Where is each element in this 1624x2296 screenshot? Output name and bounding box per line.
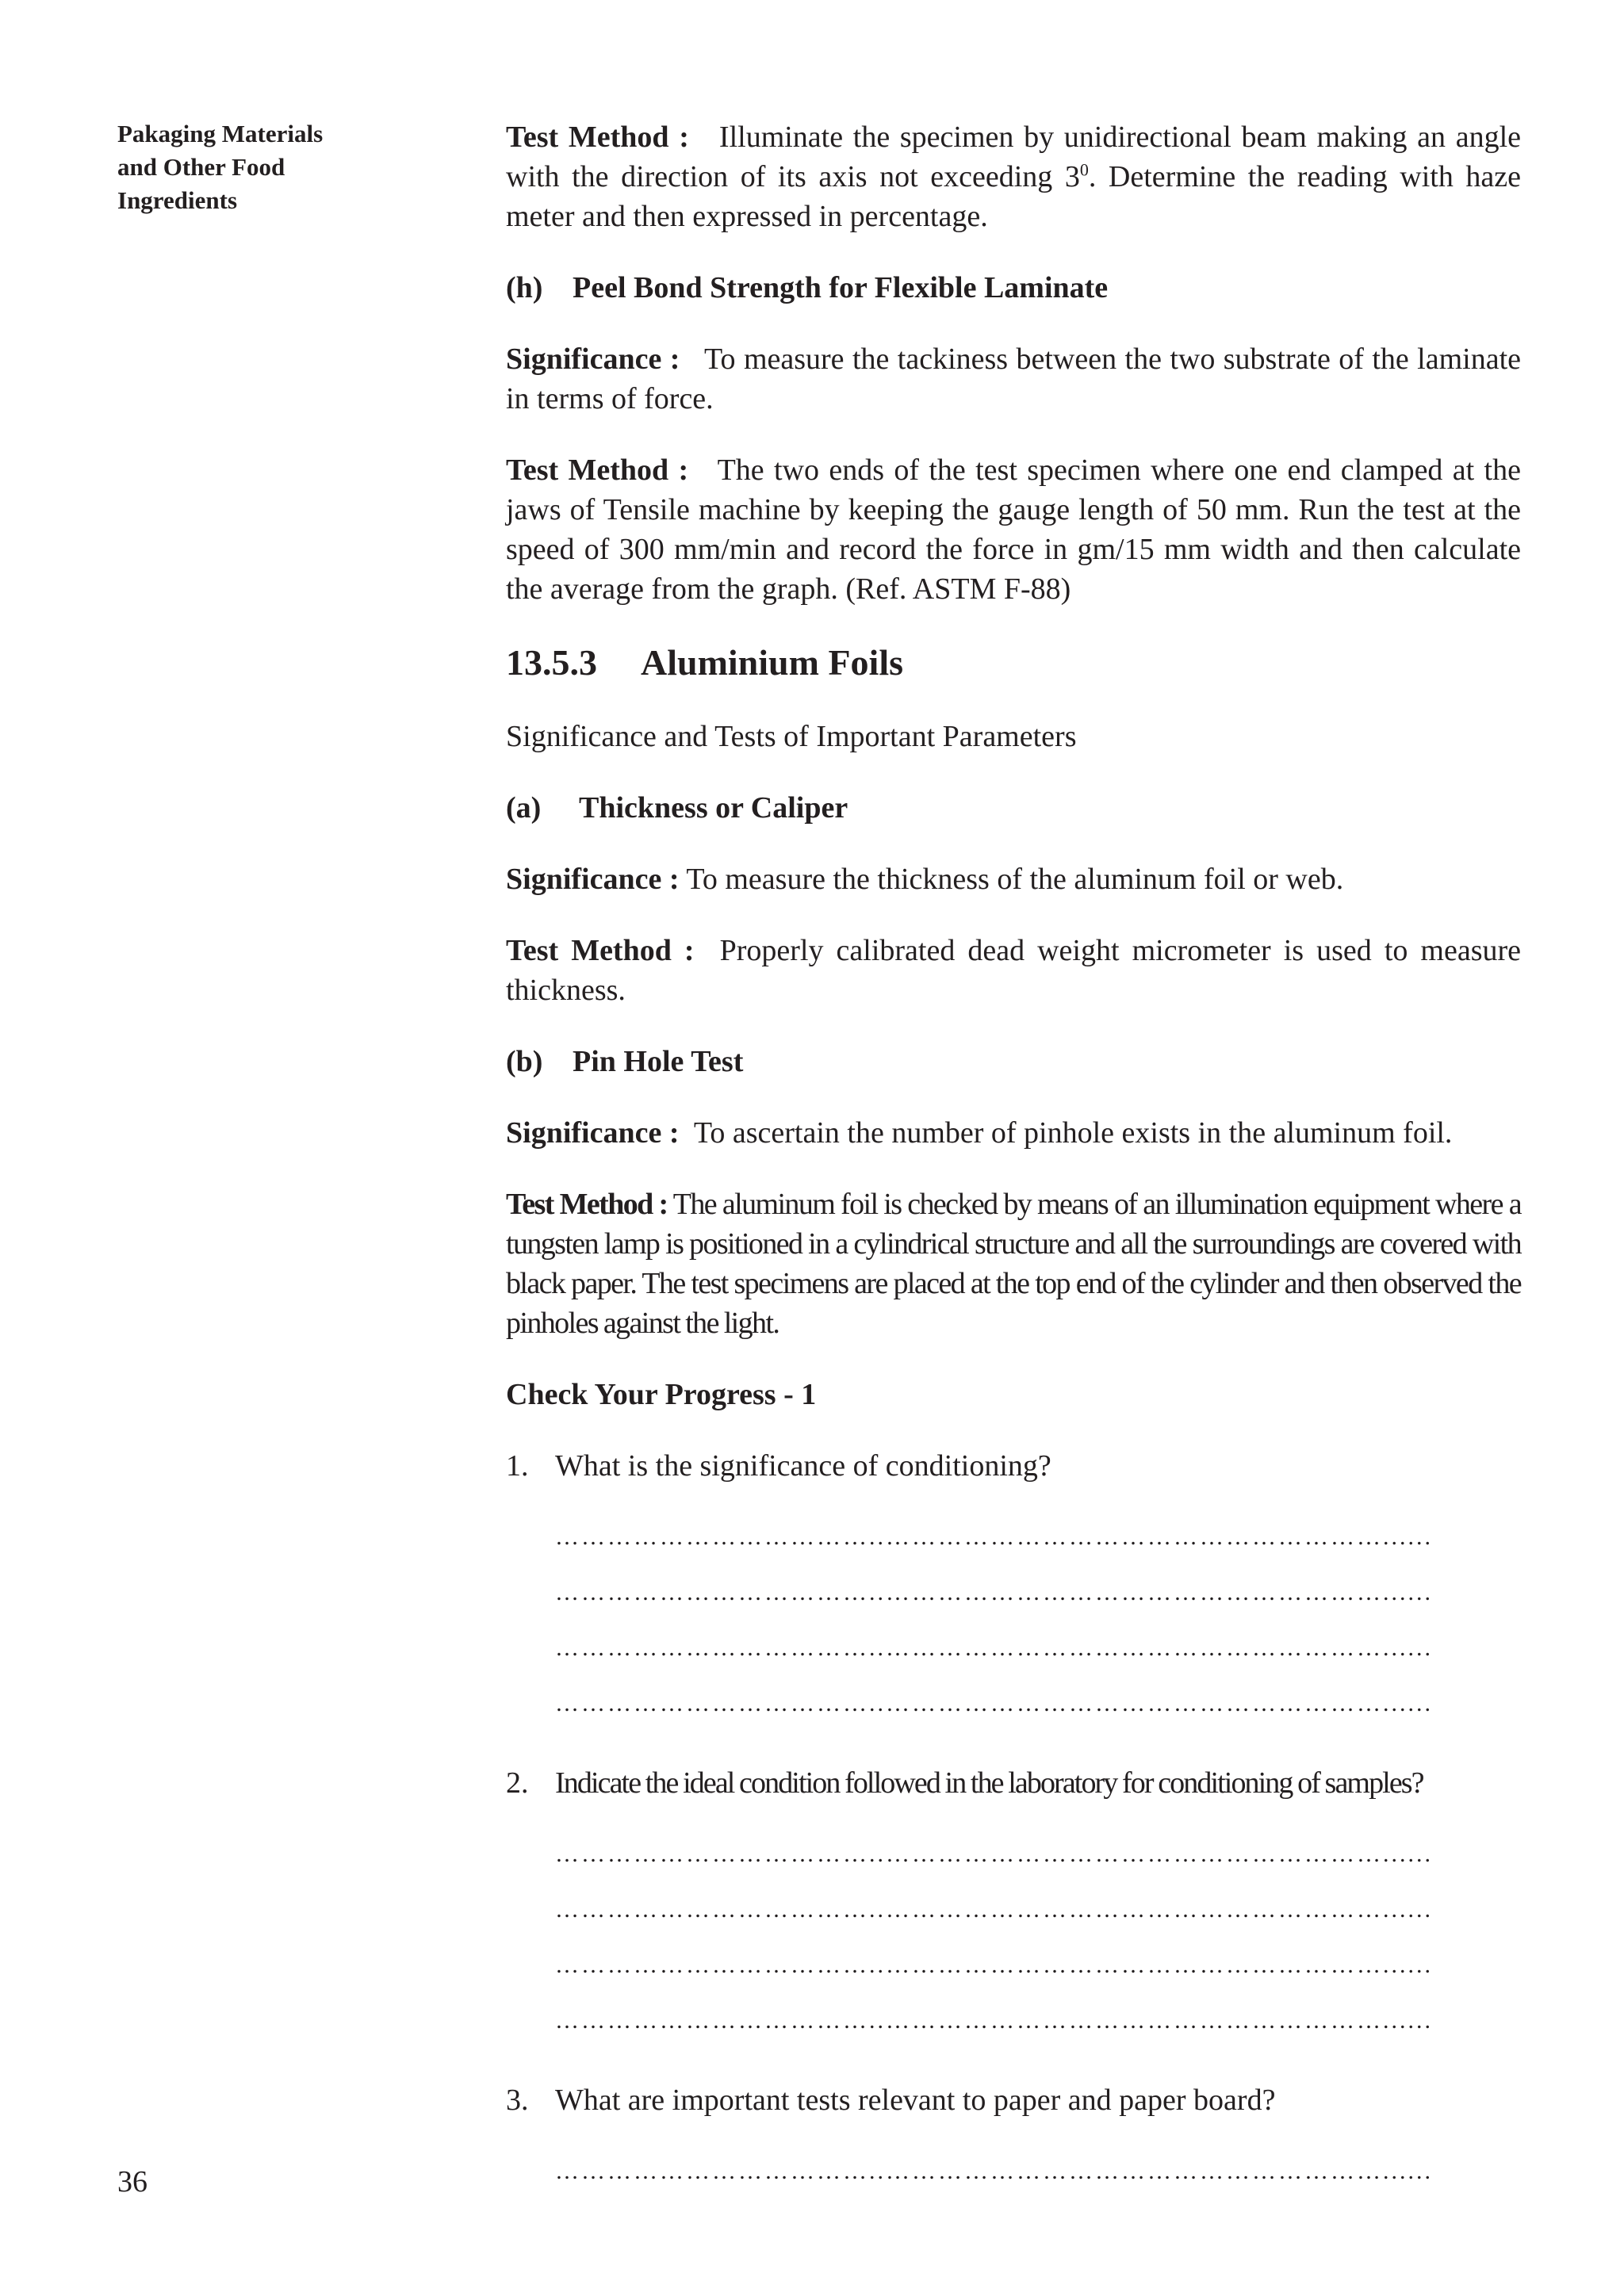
question-item xyxy=(506,1446,1521,1486)
question-item xyxy=(506,1763,1521,1803)
subheading-thickness xyxy=(506,788,1521,828)
answer-line[interactable]: ………………………………..…………………………………………………...... xyxy=(555,2158,1433,2184)
answer-line[interactable]: ………………………………..…………………………………………………...... xyxy=(555,1579,1433,1605)
question-number: 3. xyxy=(506,2084,529,2117)
paragraph-test-method-haze xyxy=(506,117,1521,236)
paragraph-test-method-peel xyxy=(506,450,1521,609)
question-text: What are important tests relevant to paper and paper board? xyxy=(555,2084,1276,2117)
paragraph-text: Illuminate the specimen by unidirectional beam making an angle with the direction of its axis not exceeding 3 xyxy=(506,121,1521,193)
answer-line[interactable]: ………………………………..…………………………………………………...... xyxy=(555,1896,1433,1923)
answer-line[interactable]: ………………………………..…………………………………………………...... xyxy=(555,1952,1433,1978)
side-header-line: Pakaging Materials xyxy=(117,120,324,147)
question-number: 1. xyxy=(506,1449,529,1483)
paragraph-test-method-thickness xyxy=(506,931,1521,1010)
side-header-line: and Other Food xyxy=(117,153,285,181)
section-title: Aluminium Foils xyxy=(641,642,904,683)
subheading-title: Pin Hole Test xyxy=(573,1045,744,1078)
paragraph-text: . Determine the reading with haze meter and then expressed in percentage. xyxy=(506,160,1521,233)
paragraph-text: Properly calibrated dead weight micrometer is used to measure thickness. xyxy=(506,934,1522,1007)
superscript: 0 xyxy=(1079,159,1089,180)
answer-line[interactable]: ………………………………..…………………………………………………...... xyxy=(555,1690,1433,1716)
paragraph-label: Test Method : xyxy=(506,121,689,154)
question-number: 2. xyxy=(506,1766,529,1800)
section-intro: Significance and Tests of Important Parameters xyxy=(506,720,1077,753)
answer-area[interactable] xyxy=(555,1827,1521,2049)
question-item xyxy=(506,2080,1521,2120)
paragraph-significance-peel xyxy=(506,339,1521,419)
subheading-title: Thickness or Caliper xyxy=(579,791,848,825)
question-text: What is the significance of conditioning? xyxy=(555,1449,1051,1483)
page-number: 36 xyxy=(117,2165,147,2198)
paragraph-label: Significance : xyxy=(506,342,680,376)
paragraph-label: Test Method : xyxy=(506,934,695,967)
section-heading xyxy=(506,641,1521,685)
paragraph-text: To ascertain the number of pinhole exists in the aluminum foil. xyxy=(693,1116,1453,1150)
paragraph-significance-thickness xyxy=(506,859,1521,899)
paragraph-test-method-pinhole xyxy=(506,1184,1521,1343)
paragraph-text: To measure the thickness of the aluminum foil or web. xyxy=(686,863,1344,896)
main-content xyxy=(506,117,1521,2231)
paragraph-text: To measure the tackiness between the two substrate of the laminate in terms of force. xyxy=(506,342,1521,415)
answer-area[interactable] xyxy=(555,2144,1521,2199)
answer-line[interactable]: ………………………………..…………………………………………………...... xyxy=(555,2007,1433,2034)
paragraph-text: The aluminum foil is checked by means of an illumination equipment where a tungsten lamp is positioned in a cylindrical structure and all the surroundings are covered with black paper. The test specimens are placed at the top end of the cylinder and then observed the pinholes against the light. xyxy=(506,1188,1521,1340)
paragraph-label: Significance : xyxy=(506,863,680,896)
subheading-pin-hole xyxy=(506,1042,1521,1081)
progress-heading: Check Your Progress - 1 xyxy=(506,1378,817,1411)
side-header-line: Ingredients xyxy=(117,186,238,214)
answer-line[interactable]: ………………………………..…………………………………………………...... xyxy=(555,1841,1433,1867)
paragraph-text: The two ends of the test specimen where one end clamped at the jaws of Tensile machine by keeping the gauge length of 50 mm. Run the test at the speed of 300 mm/min and record the force in gm/15 mm width and then calculate the average from the graph. (Ref. ASTM F-88) xyxy=(506,453,1521,606)
subheading-title: Peel Bond Strength for Flexible Laminate xyxy=(573,271,1109,304)
answer-line[interactable]: ………………………………..…………………………………………………...... xyxy=(555,1524,1433,1550)
paragraph-label: Significance : xyxy=(506,1116,680,1150)
paragraph-label: Test Method : xyxy=(506,453,689,487)
subheading-label: (b) xyxy=(506,1045,543,1078)
subheading-peel-bond xyxy=(506,268,1521,308)
answer-area[interactable] xyxy=(555,1510,1521,1732)
question-text: Indicate the ideal condition followed in the laboratory for conditioning of samples? xyxy=(555,1766,1423,1800)
paragraph-label: Test Method : xyxy=(506,1188,668,1221)
subheading-label: (a) xyxy=(506,791,542,825)
subheading-label: (h) xyxy=(506,271,543,304)
answer-line[interactable]: ………………………………..…………………………………………………...... xyxy=(555,1635,1433,1661)
running-side-header xyxy=(117,117,379,217)
paragraph-significance-pinhole xyxy=(506,1113,1521,1153)
section-number: 13.5.3 xyxy=(506,642,597,683)
